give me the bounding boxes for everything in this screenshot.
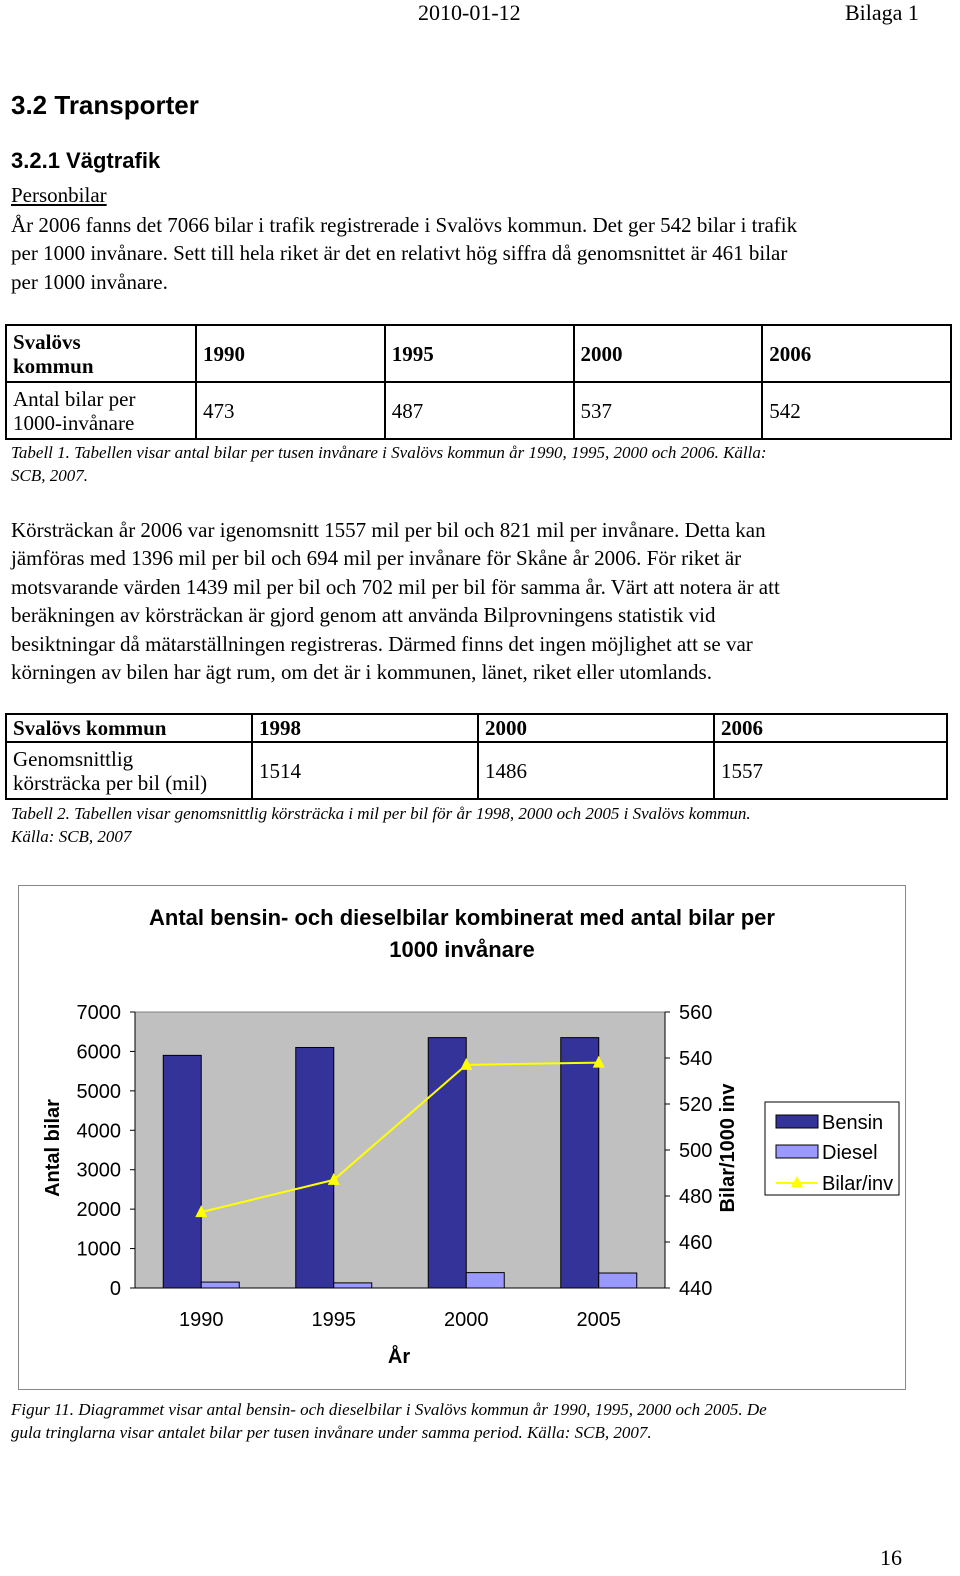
legend-label: Bilar/inv — [822, 1173, 894, 1195]
year-cell: 1990 — [196, 325, 385, 382]
y2-axis-label: Bilar/1000 inv — [717, 1083, 739, 1213]
year-cell: 1998 — [252, 714, 478, 742]
subsection-title: 3.2.1 Vägtrafik — [11, 148, 161, 173]
header-date: 2010-01-12 — [418, 0, 521, 25]
cell-text: Svalövs — [13, 329, 81, 354]
y2-tick-label: 540 — [679, 1048, 713, 1070]
table-distance-per-car — [5, 713, 948, 800]
y2-tick-label: 460 — [679, 1232, 713, 1254]
caption-line: Källa: SCB, 2007 — [11, 827, 132, 846]
caption-line: Tabell 1. Tabellen visar antal bilar per tusen invånare i Svalövs kommun år 1990, 1995, 2000 och 2006. Källa: — [11, 443, 767, 462]
y2-tick-label: 500 — [679, 1140, 713, 1162]
x-tick-label: 2005 — [576, 1309, 621, 1331]
bar-bensin — [163, 1055, 201, 1288]
section-title: 3.2 Transporter — [11, 90, 199, 120]
text-line: Körsträckan år 2006 var igenomsnitt 1557 mil per bil och 821 mil per invånare. Detta kan — [11, 518, 766, 542]
bar-diesel — [201, 1282, 239, 1288]
value-cell: 487 — [385, 382, 574, 439]
x-tick-label: 1995 — [311, 1309, 356, 1331]
y-tick-label: 1000 — [76, 1238, 121, 1261]
bar-diesel — [334, 1283, 372, 1288]
text-line: År 2006 fanns det 7066 bilar i trafik registrerade i Svalövs kommun. Det ger 542 bilar i trafik — [11, 213, 798, 237]
chart-container — [18, 885, 906, 1390]
bar-diesel — [466, 1273, 504, 1288]
row-label-cell — [6, 382, 196, 439]
year-cell: 2006 — [762, 325, 951, 382]
cell-text: 1000-invånare — [13, 410, 135, 435]
value-cell: 537 — [574, 382, 763, 439]
body-paragraph — [11, 516, 951, 686]
text-line: beräkningen av körsträckan är gjord genom att använda Bilprovningens statistik vid — [11, 603, 716, 628]
bar-diesel — [599, 1273, 637, 1288]
y-tick-label: 0 — [109, 1278, 121, 1300]
value-cell: 1557 — [714, 742, 947, 799]
year-cell: 2000 — [574, 325, 763, 382]
year-cell: 2000 — [478, 714, 714, 742]
legend-label: Diesel — [822, 1142, 878, 1164]
table1-caption — [11, 441, 946, 487]
value-cell: 1514 — [252, 742, 478, 799]
caption-line: SCB, 2007. — [11, 466, 88, 485]
legend-label: Bensin — [822, 1112, 884, 1134]
figure-caption — [11, 1398, 946, 1444]
text-line: besiktningar då mätarställningen registreras. Därmed finns det ingen möjlighet att se var — [11, 631, 753, 656]
text-line: per 1000 invånare. — [11, 269, 168, 294]
y2-tick-label: 480 — [679, 1186, 713, 1208]
y-axis-label: Antal bilar — [42, 1099, 64, 1197]
table-row — [6, 382, 951, 439]
text-line: motsvarande värden 1439 mil per bil och 702 mil per bil för samma år. Värt att notera är att — [11, 574, 780, 599]
table-cars-per-1000 — [5, 324, 952, 440]
cell-text: kommun — [13, 353, 94, 378]
legend-swatch-diesel — [776, 1145, 818, 1158]
value-cell: 542 — [762, 382, 951, 439]
row-label-cell — [6, 742, 252, 799]
caption-line: Figur 11. Diagrammet visar antal bensin- och dieselbilar i Svalövs kommun år 1990, 1995, 2000 och 2005. De — [11, 1400, 767, 1419]
y-tick-label: 2000 — [76, 1199, 121, 1222]
chart-legend — [765, 1102, 899, 1195]
text-line: jämföras med 1396 mil per bil och 694 mil per invånare för Skåne år 2006. För riket är — [11, 546, 742, 571]
text-line: körningen av bilen har ägt rum, om det är i kommunen, länet, riket eller utomlands. — [11, 660, 712, 685]
year-cell: 2006 — [714, 714, 947, 742]
year-cell: 1995 — [385, 325, 574, 382]
cell-text: Genomsnittlig — [13, 746, 134, 771]
value-cell: 1486 — [478, 742, 714, 799]
y2-tick-label: 440 — [679, 1278, 713, 1300]
value-cell: 473 — [196, 382, 385, 439]
y-tick-label: 5000 — [76, 1080, 121, 1103]
intro-paragraph — [11, 211, 951, 296]
legend-swatch-bensin — [776, 1115, 818, 1128]
y2-tick-label: 520 — [679, 1094, 713, 1116]
table2-caption — [11, 802, 946, 848]
page-number: 16 — [880, 1545, 902, 1570]
caption-line: gula tringlarna visar antalet bilar per tusen invånare under samma period. Källa: SCB, 2007. — [11, 1423, 652, 1442]
topic-label: Personbilar — [11, 183, 107, 207]
y-tick-label: 7000 — [76, 1002, 121, 1024]
bar-bensin — [296, 1047, 334, 1288]
combo-chart — [19, 886, 905, 1389]
bar-bensin — [428, 1038, 466, 1288]
table-header-row — [6, 714, 947, 742]
chart-title-line: 1000 invånare — [389, 937, 535, 962]
cell-text: Antal bilar per — [13, 386, 136, 411]
table-row — [6, 742, 947, 799]
table-header-row — [6, 325, 951, 382]
caption-line: Tabell 2. Tabellen visar genomsnittlig körsträcka i mil per bil för år 1998, 2000 och 2005 i Svalövs kommun. — [11, 804, 751, 823]
table-corner-cell: Svalövs kommun — [6, 714, 252, 742]
y-tick-label: 4000 — [76, 1120, 121, 1143]
y2-tick-label: 560 — [679, 1002, 713, 1024]
y-tick-label: 3000 — [76, 1159, 121, 1182]
header-appendix: Bilaga 1 — [845, 0, 919, 25]
chart-title-line: Antal bensin- och dieselbilar kombinerat med antal bilar per — [149, 905, 775, 930]
cell-text: körsträcka per bil (mil) — [13, 770, 208, 795]
x-axis-label: År — [387, 1346, 411, 1368]
bar-bensin — [561, 1038, 599, 1288]
y-tick-label: 6000 — [76, 1041, 121, 1064]
text-line: per 1000 invånare. Sett till hela riket är det en relativt hög siffra då genomsnittet är 461 bilar — [11, 241, 788, 266]
x-tick-label: 2000 — [444, 1309, 489, 1331]
x-tick-label: 1990 — [179, 1309, 224, 1331]
table-corner-cell — [6, 325, 196, 382]
